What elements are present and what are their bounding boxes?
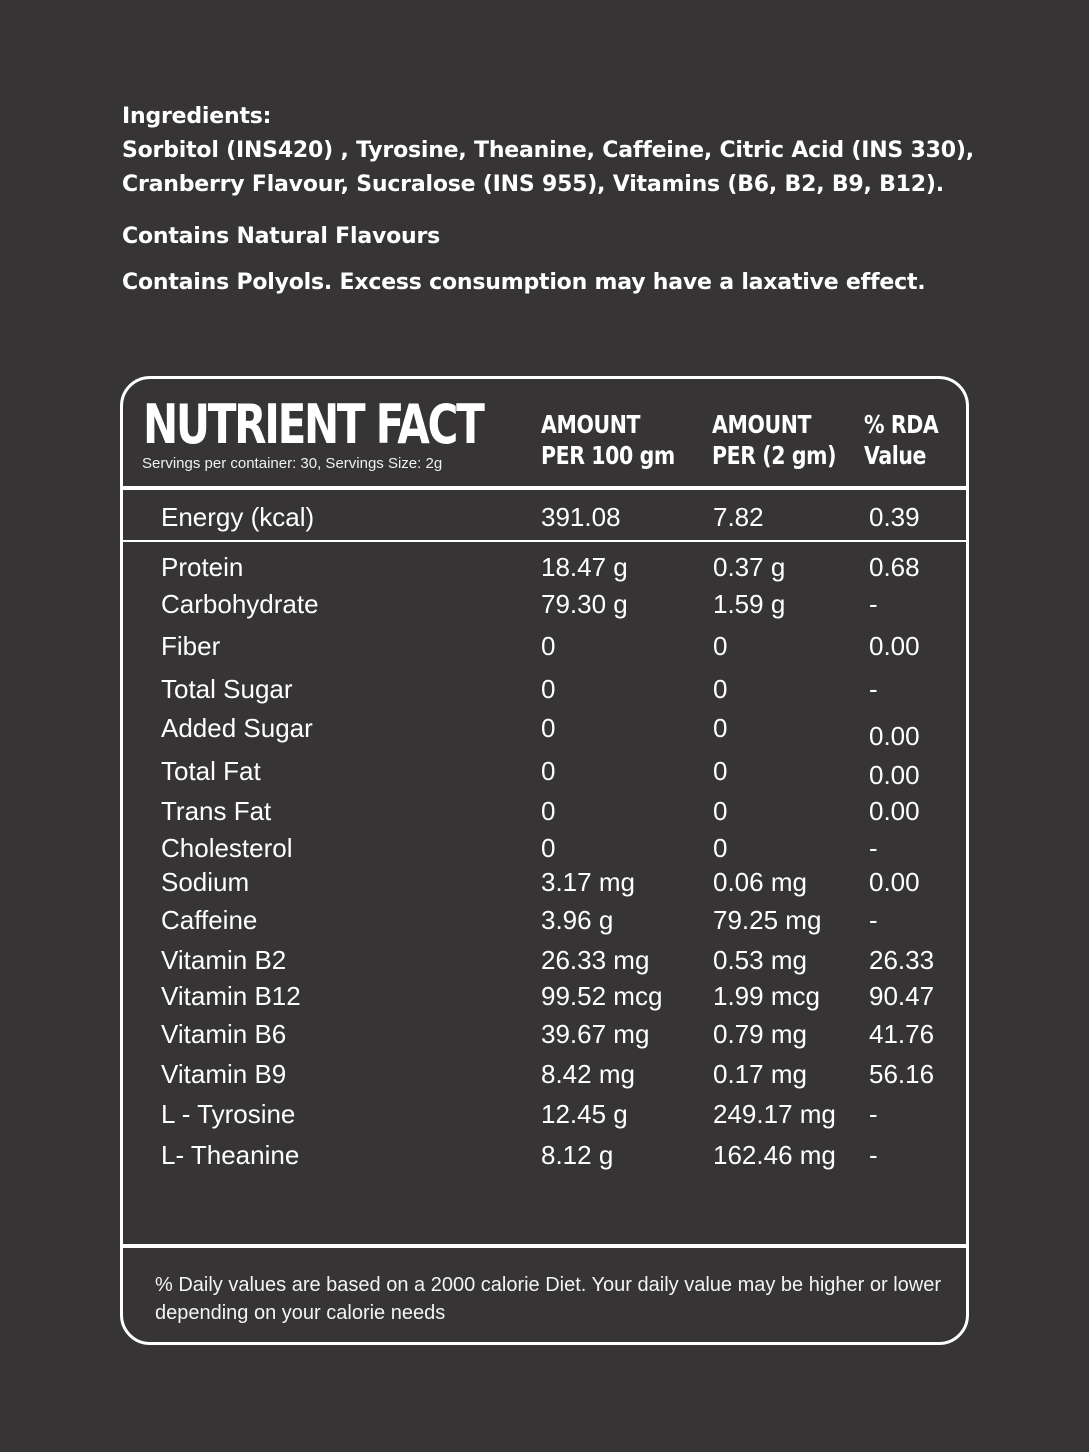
nutrient-row: [123, 830, 966, 866]
nutrient-per-serving: 0.17 mg: [713, 1059, 807, 1089]
nutrient-per-serving: 0: [713, 796, 728, 826]
column-header-rda-line2: Value: [864, 441, 927, 470]
nutrient-row: [123, 793, 966, 829]
nutrient-per-100g: 0: [541, 631, 556, 661]
nutrient-rda: -: [869, 905, 878, 935]
nutrient-rda: 90.47: [869, 981, 935, 1011]
nutrient-per-serving: 0.79 mg: [713, 1019, 807, 1049]
header-divider: [123, 486, 966, 490]
nutrient-rda: 0.00: [869, 760, 920, 790]
column-header-per-100g-line1: AMOUNT: [541, 410, 641, 439]
energy-per-serving: 7.82: [713, 502, 764, 532]
nutrient-per-100g: 0: [541, 713, 556, 743]
nutrient-per-100g: 0: [541, 796, 556, 826]
nutrient-row: [123, 978, 966, 1014]
nutrient-rda: 0.00: [869, 867, 920, 897]
nutrient-row: [123, 902, 966, 938]
nutrient-rda: -: [869, 674, 878, 704]
nutrient-row: [123, 549, 966, 585]
nutrient-per-serving: 0: [713, 631, 728, 661]
column-header-per-serving-line1: AMOUNT: [712, 410, 812, 439]
nutrient-per-serving: 0: [713, 833, 728, 863]
nutrient-per-100g: 0: [541, 674, 556, 704]
energy-name: Energy (kcal): [161, 502, 315, 532]
nutrient-per-100g: 8.42 mg: [541, 1059, 635, 1089]
column-header-rda: [864, 409, 938, 471]
nutrient-name: Total Fat: [161, 756, 261, 786]
nutrient-rda: 0.68: [869, 552, 920, 582]
column-header-per-serving-line2: PER (2 gm): [712, 441, 837, 470]
nutrient-per-serving: 162.46 mg: [713, 1140, 836, 1170]
column-header-per-serving: [712, 409, 836, 471]
nutrient-name: Sodium: [161, 867, 250, 897]
nutrient-per-serving: 1.99 mcg: [713, 981, 820, 1011]
nutrient-name: L - Tyrosine: [161, 1099, 296, 1129]
nutrient-per-100g: 0: [541, 756, 556, 786]
nutrient-row: [123, 942, 966, 978]
ingredients-list: Sorbitol (INS420) , Tyrosine, Theanine, Caffeine, Citric Acid (INS 330), Cranberry Flavour, Sucralose (INS 955), Vitamins (B6, B2, B9, B12).: [122, 138, 974, 197]
energy-divider: [123, 540, 966, 542]
energy-per-100g: 391.08: [541, 502, 621, 532]
ingredients-heading: Ingredients:: [122, 104, 272, 129]
nutrient-rda: 41.76: [869, 1019, 935, 1049]
nutrient-name: Vitamin B2: [161, 945, 287, 975]
nutrient-per-100g: 79.30 g: [541, 589, 628, 619]
nutrient-row: [123, 586, 966, 622]
nutrient-per-100g: 39.67 mg: [541, 1019, 650, 1049]
ingredients-block: [122, 100, 982, 300]
energy-row: [123, 499, 966, 535]
nutrient-row: [123, 710, 966, 751]
nutrient-per-100g: 8.12 g: [541, 1140, 614, 1170]
nutrient-rda: -: [869, 1140, 878, 1170]
nutrient-per-serving: 0: [713, 756, 728, 786]
nutrient-rda: 26.33: [869, 945, 935, 975]
nutrient-row: [123, 864, 966, 900]
nutrient-name: Caffeine: [161, 905, 258, 935]
nutrient-per-serving: 0: [713, 713, 728, 743]
nutrient-name: Vitamin B12: [161, 981, 301, 1011]
nutrient-name: Total Sugar: [161, 674, 293, 704]
column-header-per-100g-line2: PER 100 gm: [541, 441, 675, 470]
nutrient-row: [123, 628, 966, 664]
polyols-warning: Contains Polyols. Excess consumption may have a laxative effect.: [122, 270, 926, 295]
nutrient-row: [123, 1137, 966, 1173]
nutrient-per-100g: 99.52 mcg: [541, 981, 663, 1011]
nutrient-per-100g: 18.47 g: [541, 552, 628, 582]
column-header-per-100g: [541, 409, 675, 471]
daily-values-note: % Daily values are based on a 2000 calorie Diet. Your daily value may be higher or lower depending on your calorie needs: [155, 1274, 942, 1324]
servings-info: Servings per container: 30, Servings Size: 2g: [142, 455, 443, 472]
panel-title: NUTRIENT FACT: [143, 393, 483, 456]
nutrient-per-100g: 12.45 g: [541, 1099, 628, 1129]
nutrient-name: Fiber: [161, 631, 221, 661]
nutrient-per-serving: 249.17 mg: [713, 1099, 836, 1129]
column-header-rda-line1: % RDA: [864, 410, 939, 439]
nutrient-rda: 0.00: [869, 721, 920, 751]
nutrient-rda: -: [869, 1099, 878, 1129]
nutrient-per-100g: 3.96 g: [541, 905, 614, 935]
nutrient-per-100g: 0: [541, 833, 556, 863]
nutrient-per-serving: 0.53 mg: [713, 945, 807, 975]
nutrient-name: Cholesterol: [161, 833, 293, 863]
nutrient-row: [123, 671, 966, 707]
nutrient-name: Vitamin B6: [161, 1019, 287, 1049]
nutrient-rda: -: [869, 589, 878, 619]
nutrient-row: [123, 1016, 966, 1052]
nutrient-fact-panel: [120, 376, 969, 1345]
energy-rda: 0.39: [869, 502, 920, 532]
nutrient-rda: 0.00: [869, 631, 920, 661]
nutrient-name: L- Theanine: [161, 1140, 300, 1170]
nutrient-rda: 0.00: [869, 796, 920, 826]
nutrient-per-serving: 0.06 mg: [713, 867, 807, 897]
nutrient-per-serving: 79.25 mg: [713, 905, 822, 935]
nutrient-per-100g: 3.17 mg: [541, 867, 635, 897]
nutrient-name: Vitamin B9: [161, 1059, 287, 1089]
nutrient-row: [123, 1096, 966, 1132]
nutrient-per-serving: 1.59 g: [713, 589, 786, 619]
nutrient-name: Carbohydrate: [161, 589, 319, 619]
nutrient-name: Protein: [161, 552, 244, 582]
footer-divider: [123, 1244, 966, 1248]
nutrient-per-serving: 0.37 g: [713, 552, 786, 582]
nutrient-name: Trans Fat: [161, 796, 272, 826]
nutrient-rda: -: [869, 833, 878, 863]
nutrient-per-100g: 26.33 mg: [541, 945, 650, 975]
nutrient-row: [123, 753, 966, 789]
natural-flavours-note: Contains Natural Flavours: [122, 224, 441, 249]
nutrient-per-serving: 0: [713, 674, 728, 704]
nutrient-name: Added Sugar: [161, 713, 313, 743]
nutrient-rda: 56.16: [869, 1059, 935, 1089]
nutrient-row: [123, 1056, 966, 1092]
